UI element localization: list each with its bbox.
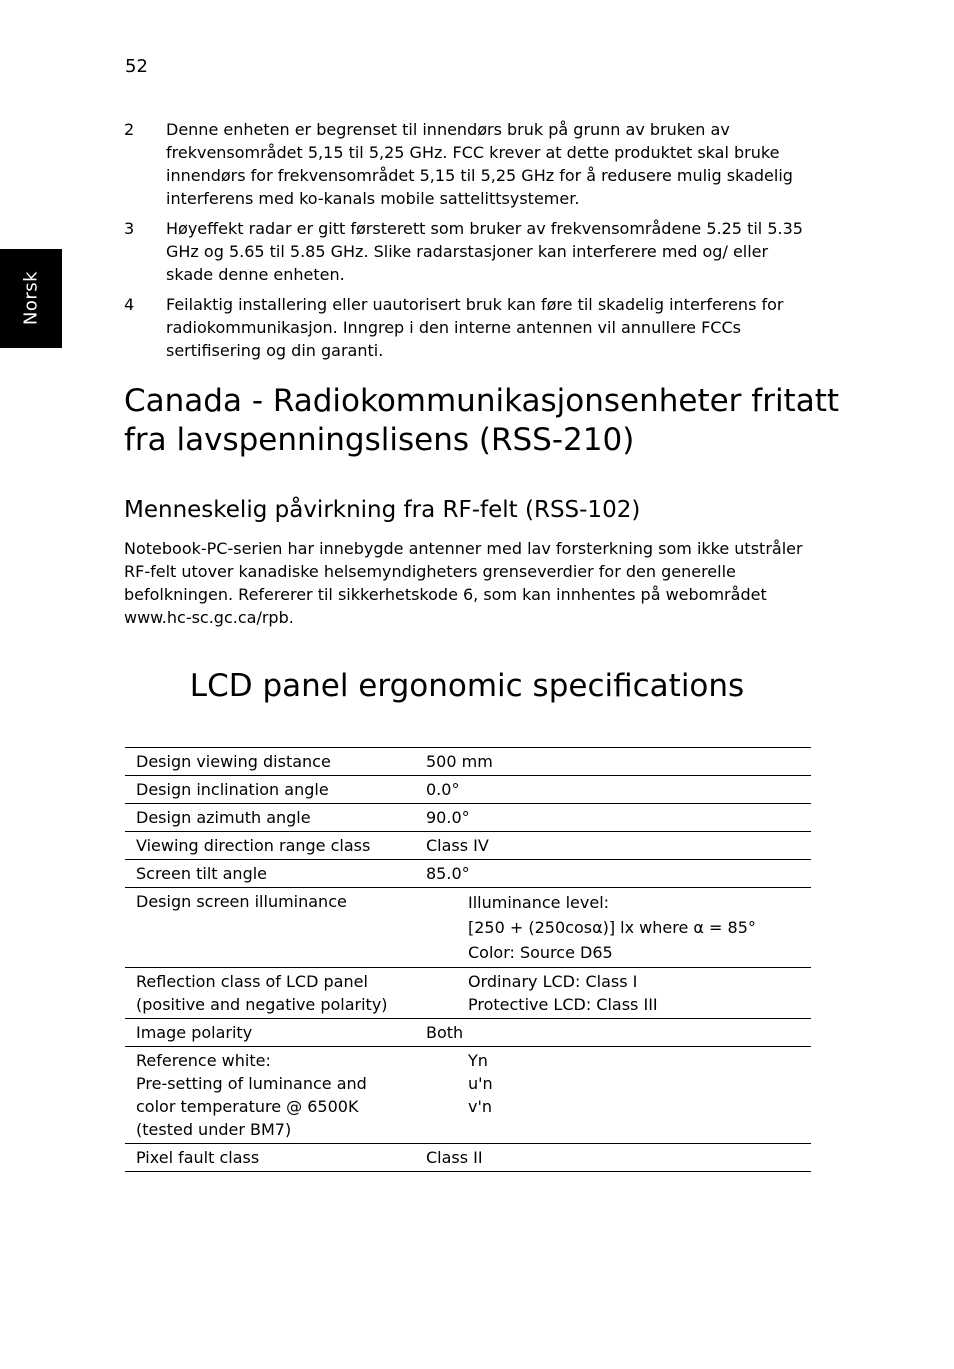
- spec-label: [125, 776, 426, 804]
- spec-row: [125, 776, 811, 804]
- spec-label: [125, 968, 426, 1019]
- footnote-item: [124, 293, 814, 362]
- spec-label-line: Design viewing distance: [136, 752, 331, 771]
- spec-value-line: 500 mm: [426, 752, 493, 771]
- spec-value-line: Class IV: [426, 836, 489, 855]
- spec-value-line: u'n: [468, 1074, 493, 1093]
- spec-label: [125, 1019, 426, 1047]
- spec-label-line: Pixel fault class: [136, 1148, 260, 1167]
- spec-label-line: Screen tilt angle: [136, 864, 268, 883]
- website-link[interactable]: www.hc-sc.gc.ca/rpb: [124, 608, 289, 627]
- spec-value-line: v'n: [468, 1097, 493, 1116]
- spec-value: [426, 1019, 811, 1047]
- spec-label-line: color temperature @ 6500K: [136, 1097, 359, 1116]
- spec-value: [426, 968, 811, 1019]
- spec-label: [125, 748, 426, 776]
- spec-row: [125, 1047, 811, 1144]
- spec-label-line: Pre-setting of luminance and: [136, 1074, 367, 1093]
- spec-label: [125, 888, 426, 968]
- spec-label-line: Image polarity: [136, 1023, 253, 1042]
- footnote-number: 2: [124, 120, 135, 139]
- spec-row: [125, 748, 811, 776]
- paragraph-end: .: [288, 608, 294, 627]
- spec-value: [426, 1047, 811, 1144]
- spec-value-line: 0.0°: [426, 780, 460, 799]
- footnote-item: [124, 118, 814, 210]
- spec-value-line: Ordinary LCD: Class I: [468, 972, 638, 991]
- spec-label-line: Design inclination angle: [136, 780, 329, 799]
- spec-value-line: Class II: [426, 1148, 483, 1167]
- spec-label-line: Design azimuth angle: [136, 808, 311, 827]
- spec-row: [125, 832, 811, 860]
- spec-label-line: Viewing direction range class: [136, 836, 371, 855]
- spec-value-line: Color: Source D65: [468, 943, 613, 962]
- spec-value-line: 90.0°: [426, 808, 470, 827]
- footnote-number: 3: [124, 219, 135, 238]
- spec-row: [125, 888, 811, 968]
- spec-label-line: Reference white:: [136, 1051, 271, 1070]
- lcd-specs-table: [125, 747, 811, 1172]
- language-side-tab: [0, 249, 62, 348]
- lcd-heading: LCD panel ergonomic specifications: [189, 668, 745, 704]
- canada-heading: Canada - Radiokommunikasjonsenheter fritatt fra lavspenningslisens (RSS-210): [124, 383, 840, 458]
- spec-label: [125, 804, 426, 832]
- spec-value: [426, 832, 811, 860]
- spec-value: [426, 776, 811, 804]
- spec-row: [125, 1019, 811, 1047]
- footnote-list: [124, 118, 814, 369]
- spec-value: [426, 804, 811, 832]
- spec-value: [426, 888, 811, 968]
- footnote-text: Denne enheten er begrenset til innendørs bruk på grunn av bruken av frekvensområdet 5,15 til 5,25 GHz. FCC krever at dette produktet skal bruke innendørs for frekvensområdet 5,15 til 5,25 GHz for å redusere mulig skadelig interferens med ko-kanals mobile sattelittsystemer.: [166, 120, 793, 208]
- footnote-item: [124, 217, 814, 286]
- spec-label-line: Design screen illuminance: [136, 892, 347, 911]
- spec-value-line: 85.0°: [426, 864, 470, 883]
- spec-row: [125, 1144, 811, 1172]
- spec-label-line: (positive and negative polarity): [136, 995, 388, 1014]
- spec-value-line: Yn: [468, 1051, 488, 1070]
- spec-value: [426, 860, 811, 888]
- spec-value: [426, 748, 811, 776]
- spec-value-line: Both: [426, 1023, 464, 1042]
- footnote-text: Høyeffekt radar er gitt førsterett som bruker av frekvensområdene 5.25 til 5.35 GHz og 5.65 til 5.85 GHz. Slike radarstasjoner kan interferere med og/ eller skade denne enheten.: [166, 219, 803, 284]
- spec-value: [426, 1144, 811, 1172]
- rf-paragraph: [124, 537, 814, 629]
- spec-label: [125, 832, 426, 860]
- paragraph-text: Notebook-PC-serien har innebygde antenner med lav forsterkning som ikke utstråler RF-felt utover kanadiske helsemyndigheters grenseverdier for den generelle befolkningen. Refererer til sikkerhetskode 6, som kan innhentes på webområdet: [124, 539, 803, 604]
- spec-label: [125, 1144, 426, 1172]
- spec-label: [125, 1047, 426, 1144]
- footnote-number: 4: [124, 295, 135, 314]
- spec-row: [125, 968, 811, 1019]
- spec-value-line: Protective LCD: Class III: [468, 995, 658, 1014]
- spec-value-line: [250 + (250cosα)] lx where α = 85°: [468, 918, 756, 937]
- spec-value-line: Illuminance level:: [468, 893, 610, 912]
- spec-row: [125, 860, 811, 888]
- spec-label-line: (tested under BM7): [136, 1120, 292, 1139]
- spec-label: [125, 860, 426, 888]
- footnote-text: Feilaktig installering eller uautorisert bruk kan føre til skadelig interferens for radiokommunikasjon. Inngrep i den interne antennen vil annullere FCCs sertifisering og din garanti.: [166, 295, 784, 360]
- spec-label-line: Reflection class of LCD panel: [136, 972, 368, 991]
- spec-row: [125, 804, 811, 832]
- rf-subheading: Menneskelig påvirkning fra RF-felt (RSS-102): [124, 497, 641, 523]
- side-tab-label: Norsk: [20, 270, 42, 326]
- page-number: 52: [125, 56, 148, 77]
